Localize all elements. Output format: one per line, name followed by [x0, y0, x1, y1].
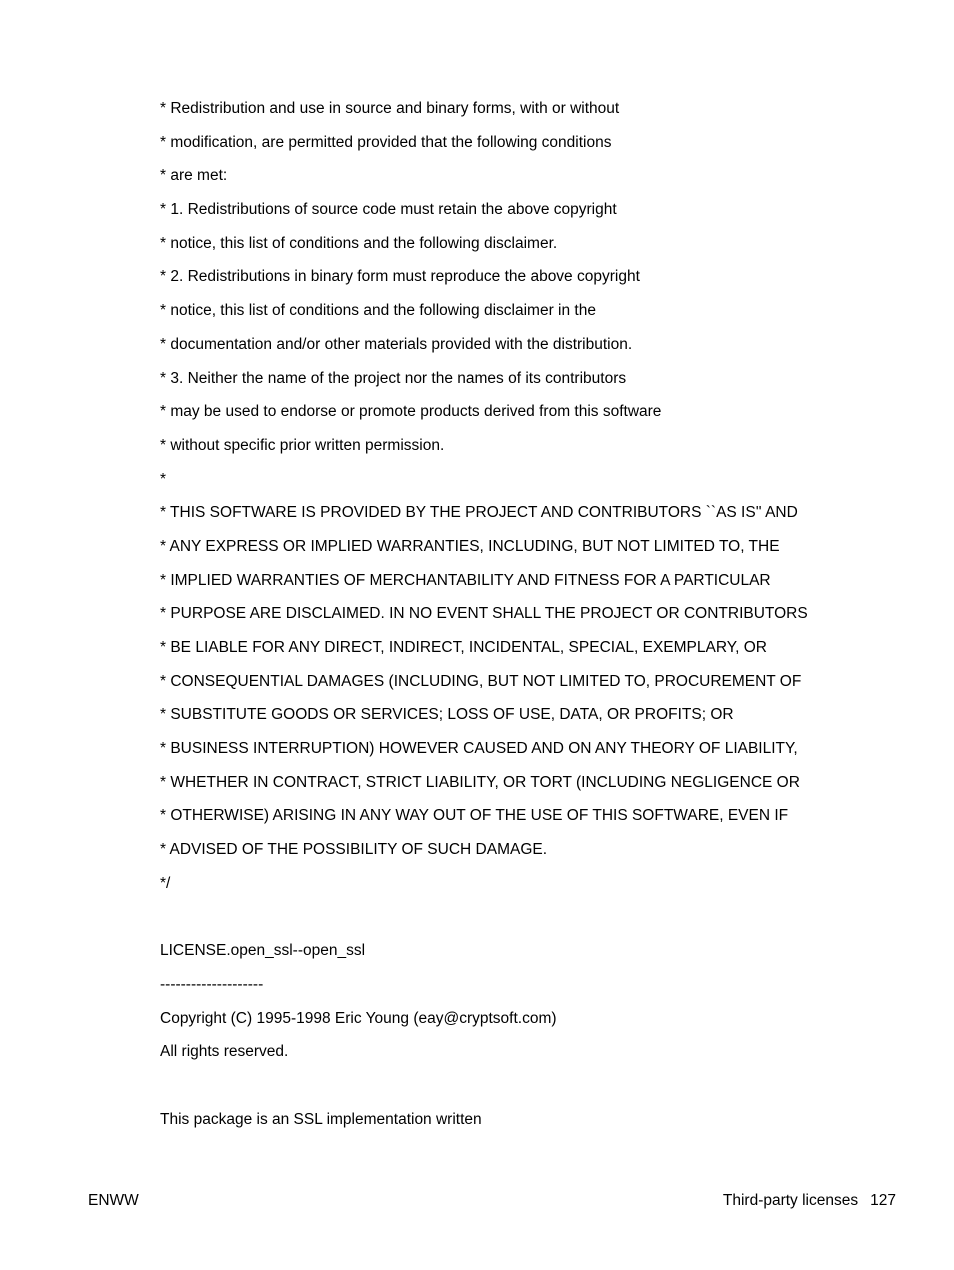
text-line: * — [160, 470, 167, 488]
blank-line — [160, 901, 860, 935]
footer-brand-label: ENWW — [88, 1192, 139, 1209]
copyright-line: Copyright (C) 1995-1998 Eric Young (eay@cryptsoft.com) — [160, 1009, 557, 1027]
text-line: * documentation and/or other materials provided with the distribution. — [160, 335, 633, 353]
text-line: */ — [160, 874, 171, 892]
text-line: * Redistribution and use in source and binary forms, with or without — [160, 100, 620, 117]
text-line: * 1. Redistributions of source code must retain the above copyright — [160, 201, 617, 219]
text-line: * PURPOSE ARE DISCLAIMED. IN NO EVENT SHALL THE PROJECT OR CONTRIBUTORS — [160, 605, 808, 623]
license-heading: LICENSE.open_ssl--open_ssl — [160, 942, 366, 960]
text-line: * notice, this list of conditions and the following disclaimer. — [160, 234, 558, 252]
text-line: * may be used to endorse or promote products derived from this software — [160, 403, 662, 421]
page-number: 127 — [870, 1192, 896, 1209]
footer-section-title: Third-party licenses — [722, 1192, 859, 1209]
text-line: * notice, this list of conditions and the following disclaimer in the — [160, 302, 596, 320]
text-line: * THIS SOFTWARE IS PROVIDED BY THE PROJECT AND CONTRIBUTORS ``AS IS'' AND — [160, 504, 798, 522]
text-line: * BUSINESS INTERRUPTION) HOWEVER CAUSED AND ON ANY THEORY OF LIABILITY, — [160, 740, 798, 758]
text-line: * 3. Neither the name of the project nor the names of its contributors — [160, 369, 627, 387]
text-line: * without specific prior written permission. — [160, 436, 445, 454]
text-line: * modification, are permitted provided that the following conditions — [160, 133, 612, 151]
text-line: This package is an SSL implementation written — [160, 1110, 482, 1128]
text-line: * CONSEQUENTIAL DAMAGES (INCLUDING, BUT NOT LIMITED TO, PROCUREMENT OF — [160, 672, 802, 690]
page-footer — [88, 1190, 896, 1212]
footer-section-info — [723, 1190, 896, 1212]
text-line: * WHETHER IN CONTRACT, STRICT LIABILITY, OR TORT (INCLUDING NEGLIGENCE OR — [160, 773, 800, 791]
license-text-body — [160, 92, 860, 1136]
heading-underline: -------------------- — [160, 975, 264, 993]
text-line: * SUBSTITUTE GOODS OR SERVICES; LOSS OF USE, DATA, OR PROFITS; OR — [160, 706, 734, 724]
blank-line — [160, 1069, 860, 1103]
text-line: * ANY EXPRESS OR IMPLIED WARRANTIES, INCLUDING, BUT NOT LIMITED TO, THE — [160, 537, 780, 555]
rights-line: All rights reserved. — [160, 1043, 289, 1061]
text-line: * 2. Redistributions in binary form must reproduce the above copyright — [160, 268, 640, 286]
text-line: * BE LIABLE FOR ANY DIRECT, INDIRECT, INCIDENTAL, SPECIAL, EXEMPLARY, OR — [160, 639, 767, 656]
text-line: * ADVISED OF THE POSSIBILITY OF SUCH DAMAGE. — [160, 841, 548, 859]
text-line: * OTHERWISE) ARISING IN ANY WAY OUT OF THE USE OF THIS SOFTWARE, EVEN IF — [160, 807, 789, 825]
text-line: * IMPLIED WARRANTIES OF MERCHANTABILITY AND FITNESS FOR A PARTICULAR — [160, 571, 771, 589]
text-line: * are met: — [160, 167, 228, 185]
